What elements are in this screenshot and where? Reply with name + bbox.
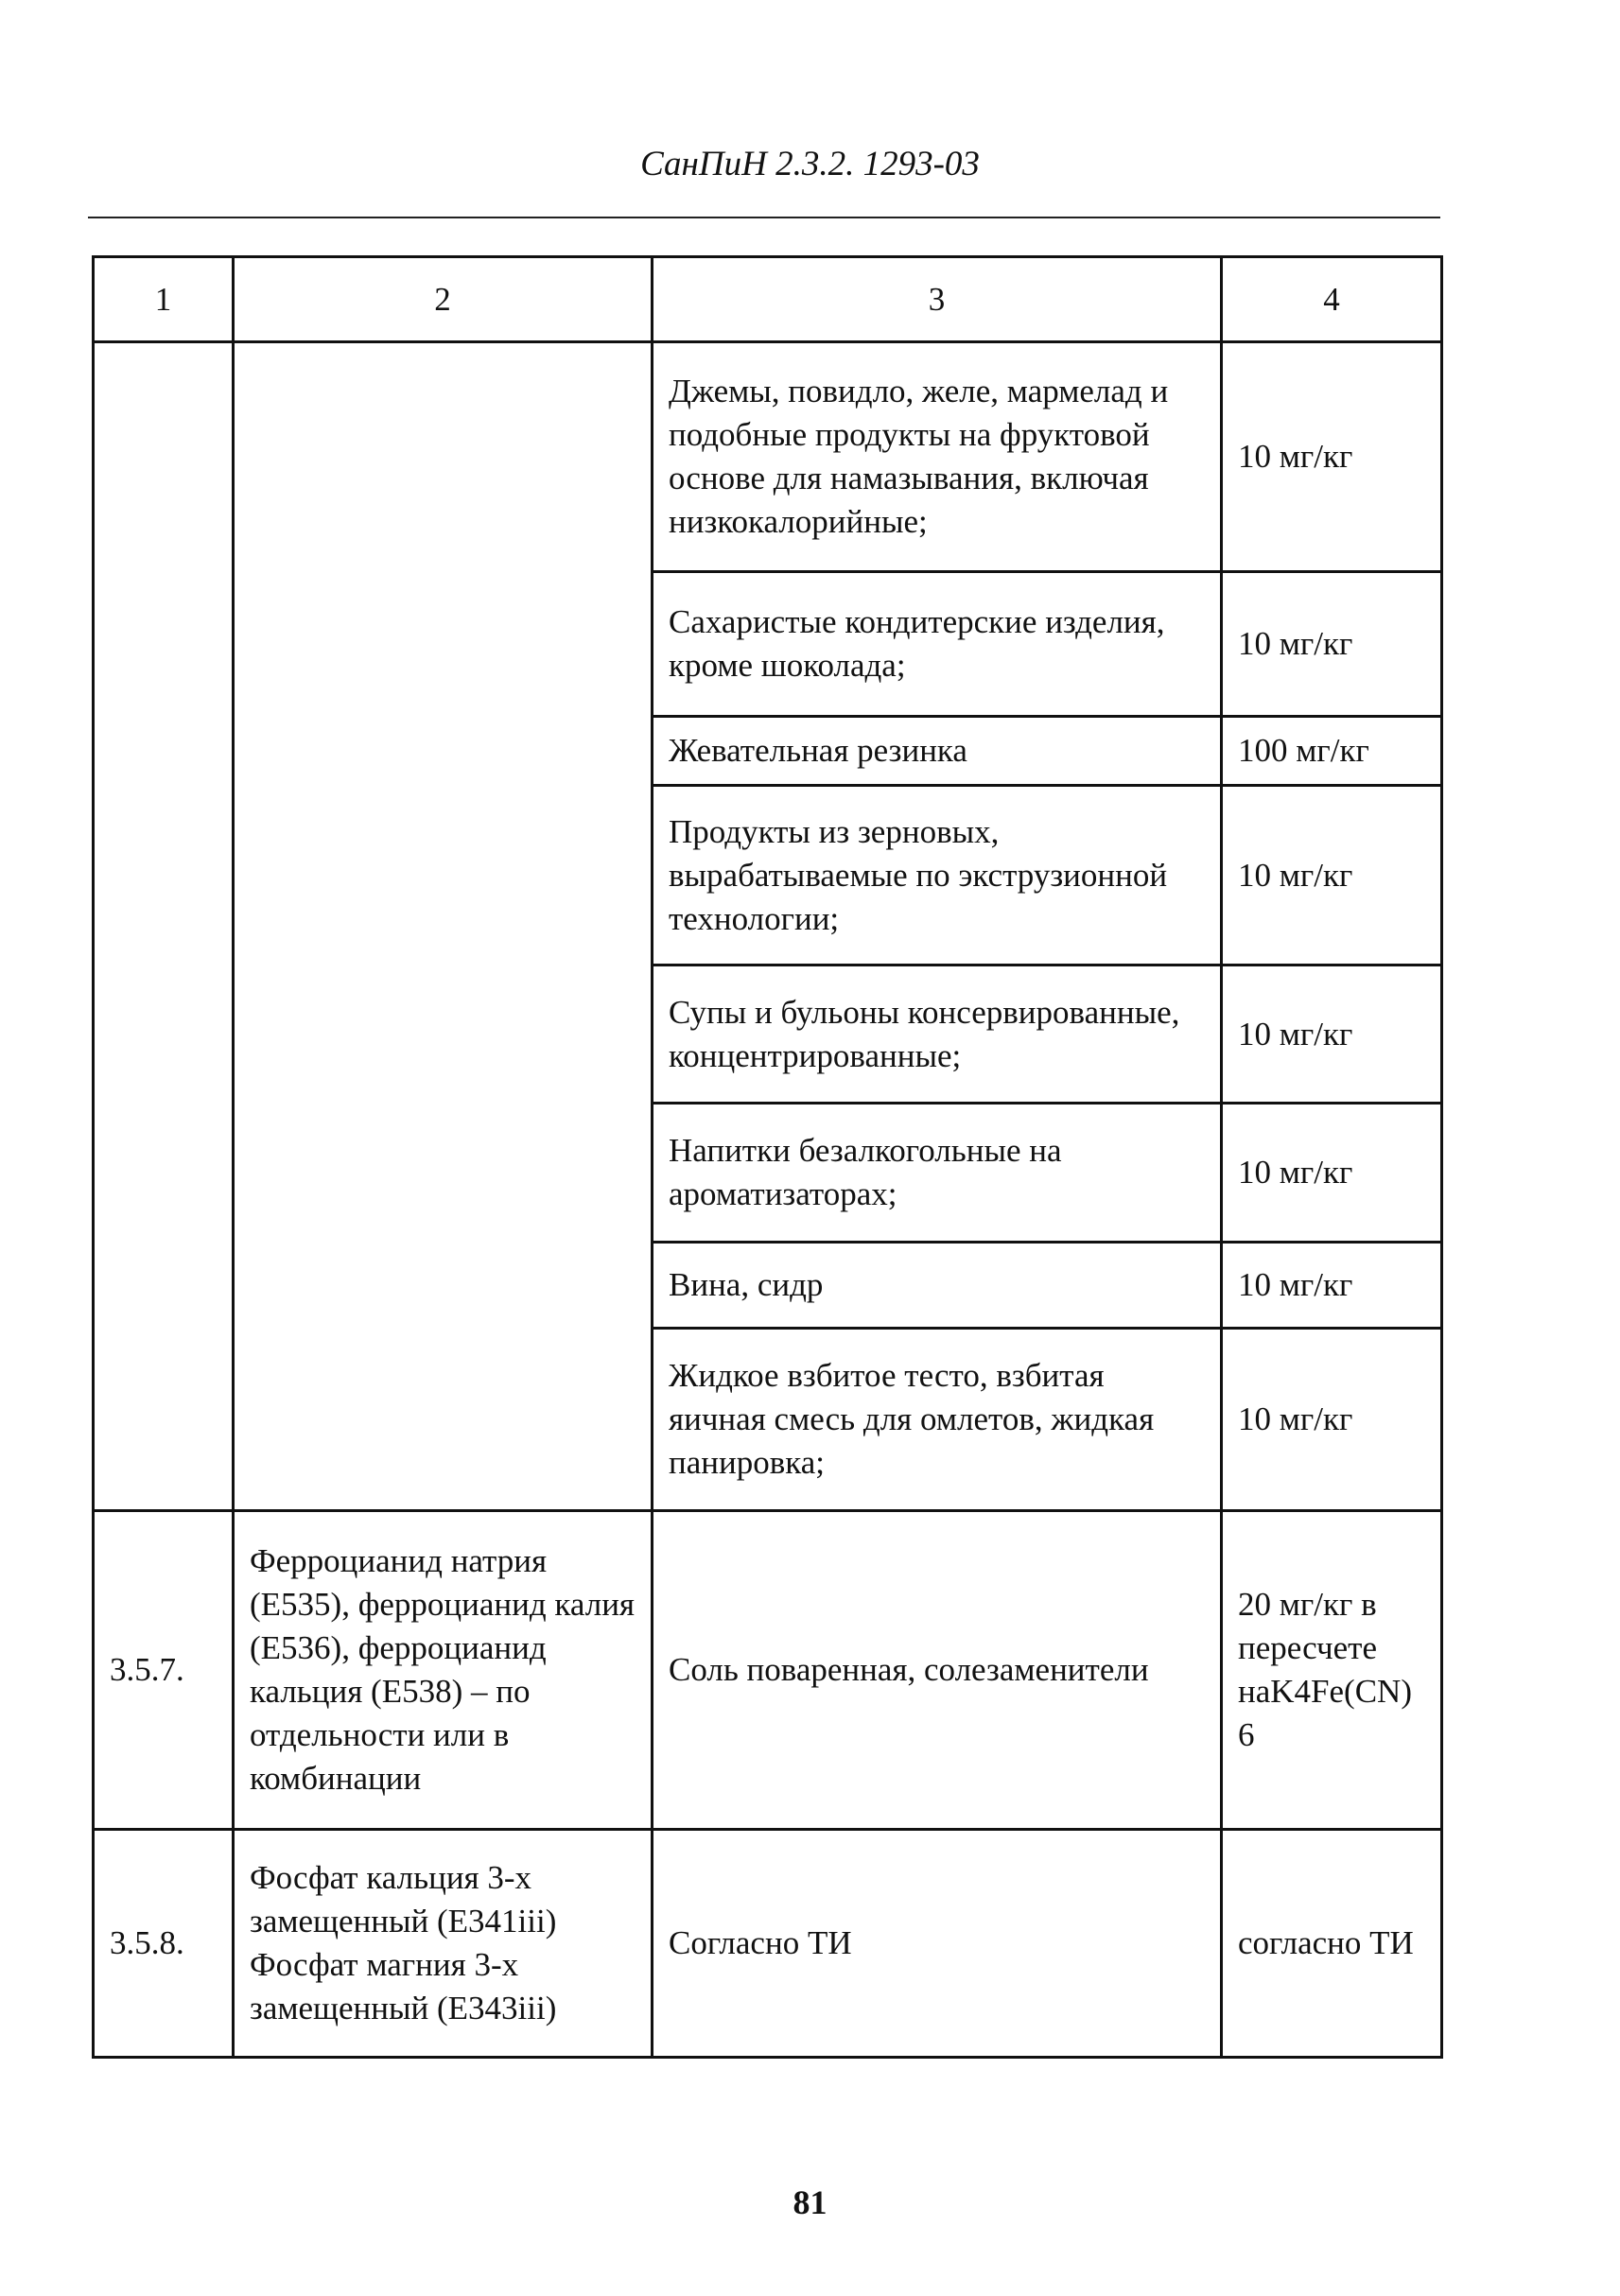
level-cell: 10 мг/кг: [1222, 342, 1442, 572]
product-cell: Напитки безалкогольные на ароматизаторах;: [653, 1104, 1222, 1243]
product-cell: Согласно ТИ: [653, 1830, 1222, 2058]
column-header-4: 4: [1222, 257, 1442, 342]
level-cell: 10 мг/кг: [1222, 1329, 1442, 1511]
item-number-cell: 3.5.7.: [94, 1511, 234, 1830]
product-cell: Жевательная резинка: [653, 717, 1222, 786]
product-cell: Супы и бульоны консервированные, концентрированные;: [653, 965, 1222, 1104]
column-header-1: 1: [94, 257, 234, 342]
product-cell: Сахаристые кондитерские изделия, кроме шоколада;: [653, 572, 1222, 717]
table-row: [94, 342, 1442, 572]
empty-number-cell: [94, 342, 234, 1511]
level-cell: 10 мг/кг: [1222, 965, 1442, 1104]
additive-cell: Фосфат кальция 3-х замещенный (Е341iii) Фосфат магния 3-х замещенный (Е343iii): [234, 1830, 653, 2058]
level-cell: 10 мг/кг: [1222, 572, 1442, 717]
product-cell: Продукты из зерновых, вырабатываемые по экструзионной технологии;: [653, 786, 1222, 965]
product-cell: Соль поваренная, солезаменители: [653, 1511, 1222, 1830]
table-row: [94, 1830, 1442, 2058]
product-cell: Вина, сидр: [653, 1243, 1222, 1329]
empty-additive-cell: [234, 342, 653, 1511]
product-cell: Жидкое взбитое тесто, взбитая яичная смесь для омлетов, жидкая панировка;: [653, 1329, 1222, 1511]
header-divider: [88, 217, 1440, 218]
level-cell: 10 мг/кг: [1222, 1104, 1442, 1243]
level-cell: согласно ТИ: [1222, 1830, 1442, 2058]
document-header: СанПиН 2.3.2. 1293-03: [640, 145, 980, 183]
level-cell: 100 мг/кг: [1222, 717, 1442, 786]
column-header-2: 2: [234, 257, 653, 342]
column-header-3: 3: [653, 257, 1222, 342]
level-cell: 20 мг/кг в пересчете наK4Fe(CN)6: [1222, 1511, 1442, 1830]
table-row: [94, 1511, 1442, 1830]
product-cell: Джемы, повидло, желе, мармелад и подобные продукты на фруктовой основе для намазывания, включая низкокалорийные;: [653, 342, 1222, 572]
item-number-cell: 3.5.8.: [94, 1830, 234, 2058]
table-header-row: [94, 257, 1442, 342]
level-cell: 10 мг/кг: [1222, 786, 1442, 965]
page-number: 81: [793, 2183, 827, 2221]
additive-cell: Ферроцианид натрия (Е535), ферроцианид калия (Е536), ферроцианид кальция (Е538) – по отдельности или в комбинации: [234, 1511, 653, 1830]
additives-table: [92, 255, 1443, 2059]
level-cell: 10 мг/кг: [1222, 1243, 1442, 1329]
